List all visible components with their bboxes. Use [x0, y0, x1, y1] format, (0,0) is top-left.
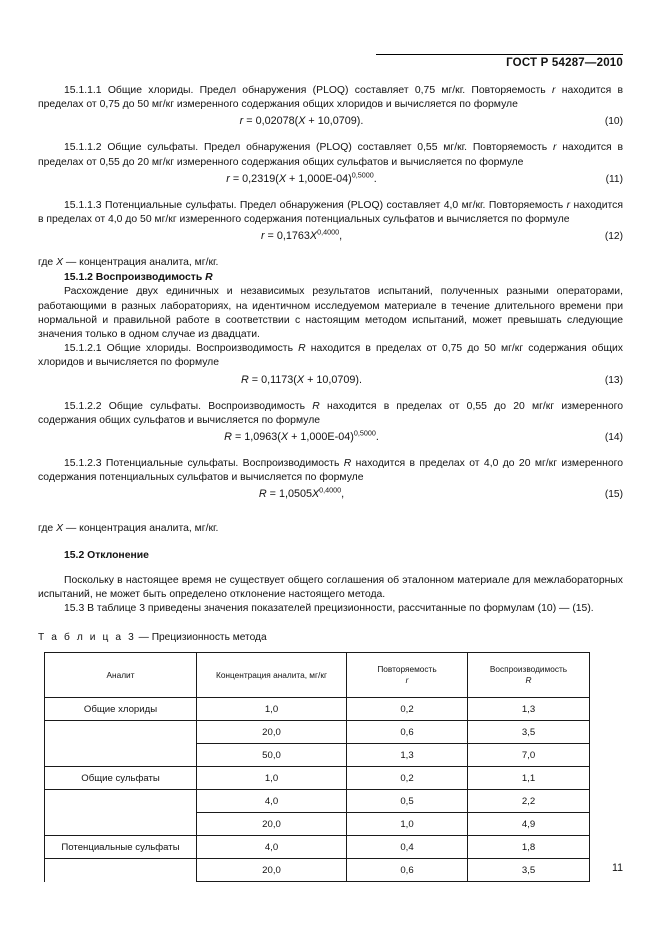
- formula-15-lhs: R: [258, 488, 267, 501]
- table-header-analyte: [45, 653, 197, 698]
- cell-reproducibility: 3,5: [468, 859, 590, 882]
- formula-13: [38, 374, 623, 386]
- header-repeatability-symbol: r: [405, 675, 409, 686]
- table-row: [45, 790, 590, 813]
- cell-analyte: Общие сульфаты: [45, 767, 197, 790]
- header-rule: [376, 54, 623, 55]
- cell-analyte: Потенциальные сульфаты: [45, 836, 197, 859]
- paragraph-15-1-2-3: 15.1.2.3 Потенциальные сульфаты. Воспроизводимость R находится в пределах от 4,0 до 20 мг/кг измеренного содержания потенциальных сульфатов и вычисляется по формуле: [38, 458, 623, 484]
- header-analyte-title: Аналит: [106, 669, 135, 680]
- table-row: [45, 767, 590, 790]
- formula-11-exponent: 0,5000: [351, 170, 374, 180]
- paragraph-15-1-1-1: 15.1.1.1 Общие хлориды. Предел обнаружения (PLOQ) составляет 0,75 мг/кг. Повторяемость r находится в пределах от 0,75 до 50 мг/кг измеренного содержания общих хлоридов и вычисляется по формуле: [38, 85, 623, 111]
- cell-reproducibility: 3,5: [468, 721, 590, 744]
- table-row: [45, 721, 590, 744]
- cell-concentration: 1,0: [197, 698, 347, 721]
- formula-11-body: = 0,2319(: [229, 172, 279, 185]
- cell-concentration: 4,0: [197, 790, 347, 813]
- cell-repeatability: 0,4: [347, 836, 468, 859]
- header-repeatability-title: Повторяемость: [377, 664, 437, 675]
- formula-12-lhs: r: [260, 230, 265, 243]
- cell-repeatability: 0,2: [347, 698, 468, 721]
- cell-repeatability: 0,2: [347, 767, 468, 790]
- formula-10: [38, 115, 623, 127]
- cell-reproducibility: 4,9: [468, 813, 590, 836]
- paragraph-deviation: Поскольку в настоящее время не существует общего соглашения об эталонном материале для межлабораторных испытаний, не может быть определено отклонение настоящего метода.: [38, 574, 623, 600]
- formula-10-row: [38, 112, 623, 134]
- formula-14-body: = 1,0963(: [231, 431, 281, 444]
- table-3-caption: [38, 631, 623, 645]
- formula-11: [38, 170, 623, 185]
- formula-12-body: = 0,1763: [264, 230, 310, 243]
- cell-repeatability: 1,0: [347, 813, 468, 836]
- header-reproducibility-title: Воспроизводимость: [489, 664, 568, 675]
- formula-15-row: [38, 485, 623, 507]
- page-header: [38, 54, 623, 76]
- heading-15-1-2: 15.1.2 Воспроизводимость R: [64, 272, 213, 284]
- page-number: 11: [612, 862, 623, 874]
- cell-analyte: [45, 813, 197, 836]
- formula-12-row: [38, 227, 623, 249]
- formula-10-body: = 0,02078(: [243, 115, 299, 128]
- formula-15-body: = 1,0505: [266, 488, 312, 501]
- table-header-repeatability: [347, 653, 468, 698]
- table-row: [45, 813, 590, 836]
- table-head: [45, 653, 590, 698]
- formula-14-after: .: [375, 431, 379, 444]
- formula-15-number: (15): [604, 489, 623, 501]
- cell-reproducibility: 2,2: [468, 790, 590, 813]
- formula-15: [38, 485, 623, 501]
- formula-11-row: [38, 170, 623, 192]
- formula-14-number: (14): [604, 432, 623, 444]
- cell-repeatability: 0,6: [347, 721, 468, 744]
- formula-12-variable: X: [309, 230, 318, 243]
- formula-12-after: ,: [339, 230, 343, 243]
- paragraph-15-1-1-2: 15.1.1.2 Общие сульфаты. Предел обнаружения (PLOQ) составляет 0,55 мг/кг. Повторяемость r находится в пределах от 0,55 до 20 мг/кг измеренного содержания общих сульфатов и вычисляется по формуле: [38, 142, 623, 168]
- formula-10-variable: X: [298, 115, 306, 128]
- formula-11-tail: + 1,000E-04): [286, 172, 352, 185]
- formula-12-number: (12): [604, 231, 623, 243]
- formula-14-exponent: 0,5000: [353, 428, 376, 438]
- paragraph-15-1-2-1: 15.1.2.1 Общие хлориды. Воспроизводимость R находится в пределах от 0,75 до 50 мг/кг содержания общих хлоридов и вычисляется по формуле: [38, 343, 623, 369]
- formula-14-lhs: R: [224, 431, 232, 444]
- cell-concentration: 20,0: [197, 859, 347, 882]
- formula-14-row: [38, 428, 623, 450]
- where-clause-2: где X — концентрация аналита, мг/кг.: [38, 523, 219, 535]
- formula-14: [38, 428, 623, 444]
- paragraph-15-1-1-3: 15.1.1.3 Потенциальные сульфаты. Предел обнаружения (PLOQ) составляет 4,0 мг/кг. Повторяемость r находится в пределах от 4,0 до 50 мг/кг измеренного содержания потенциальных сульфатов и вычисляется по формуле: [38, 199, 623, 226]
- header-reproducibility-symbol: R: [525, 675, 532, 686]
- formula-13-row: [38, 371, 623, 393]
- cell-analyte: Общие хлориды: [45, 698, 197, 721]
- cell-concentration: 1,0: [197, 767, 347, 790]
- formula-10-lhs: r: [239, 115, 244, 128]
- paragraph-15-1-2-2: 15.1.2.2 Общие сульфаты. Воспроизводимость R находится в пределах от 0,55 до 20 мг/кг измеренного содержания общих сульфатов и вычисляется по формуле: [38, 400, 624, 426]
- formula-12: [38, 227, 623, 243]
- formula-14-tail: + 1,000E-04): [288, 431, 354, 444]
- where-clause-1: где X — концентрация аналита, мг/кг.: [38, 257, 219, 269]
- cell-concentration: 20,0: [197, 813, 347, 836]
- header-concentration-title: Концентрация аналита, мг/кг: [215, 669, 327, 680]
- table-caption-text: — Прецизионность метода: [135, 632, 267, 644]
- formula-11-variable: X: [278, 172, 287, 185]
- formula-11-lhs: r: [226, 172, 230, 185]
- cell-repeatability: 0,5: [347, 790, 468, 813]
- formula-14-variable: X: [280, 431, 289, 444]
- table-caption-label: Т а б л и ц а 3: [38, 632, 136, 644]
- paragraph-15-3: 15.3 В таблице 3 приведены значения показателей прецизионности, рассчитанные по формулам (10) — (15).: [64, 603, 594, 615]
- cell-analyte: [45, 744, 197, 767]
- table-row: [45, 744, 590, 767]
- cell-reproducibility: 1,8: [468, 836, 590, 859]
- cell-repeatability: 1,3: [347, 744, 468, 767]
- standard-designation: ГОСТ Р 54287—2010: [506, 57, 623, 69]
- formula-10-number: (10): [604, 116, 623, 128]
- table-row: [45, 859, 590, 882]
- cell-concentration: 4,0: [197, 836, 347, 859]
- formula-13-body: = 0,1173(: [248, 373, 297, 386]
- cell-concentration: 50,0: [197, 744, 347, 767]
- paragraph-reproducibility: Расхождение двух единичных и независимых результатов испытаний, полученных разными операторами, работающими в разных лабораториях, на идентичном исследуемом материале в течение длительного времени при нормальной и правильной работе в соответствии с настоящим методом испытаний, может превышать следующие значения только в одном случае из двадцати.: [38, 286, 623, 341]
- formula-13-number: (13): [604, 374, 623, 386]
- cell-analyte: [45, 859, 197, 882]
- cell-analyte: [45, 721, 197, 744]
- cell-reproducibility: 7,0: [468, 744, 590, 767]
- formula-11-after: .: [373, 172, 377, 185]
- precision-table: [44, 652, 590, 882]
- table-body: [45, 698, 590, 882]
- formula-12-exponent: 0,4000: [317, 227, 340, 237]
- heading-15-2: 15.2 Отклонение: [64, 549, 149, 561]
- table-row: [45, 698, 590, 721]
- formula-13-variable: X: [296, 373, 305, 386]
- formula-15-variable: X: [311, 488, 320, 501]
- formula-10-tail: + 10,0709).: [305, 115, 364, 128]
- cell-repeatability: 0,6: [347, 859, 468, 882]
- cell-analyte: [45, 790, 197, 813]
- table-header-concentration: [197, 653, 347, 698]
- cell-reproducibility: 1,3: [468, 698, 590, 721]
- formula-13-lhs: R: [240, 373, 249, 386]
- formula-15-exponent: 0,4000: [319, 485, 342, 495]
- table-header-reproducibility: [468, 653, 590, 698]
- document-body: [38, 84, 623, 882]
- formula-15-after: ,: [341, 488, 345, 501]
- table-row: [45, 836, 590, 859]
- cell-concentration: 20,0: [197, 721, 347, 744]
- table-header-row: [45, 653, 590, 698]
- cell-reproducibility: 1,1: [468, 767, 590, 790]
- formula-13-tail: + 10,0709).: [304, 373, 363, 386]
- formula-11-number: (11): [605, 173, 623, 185]
